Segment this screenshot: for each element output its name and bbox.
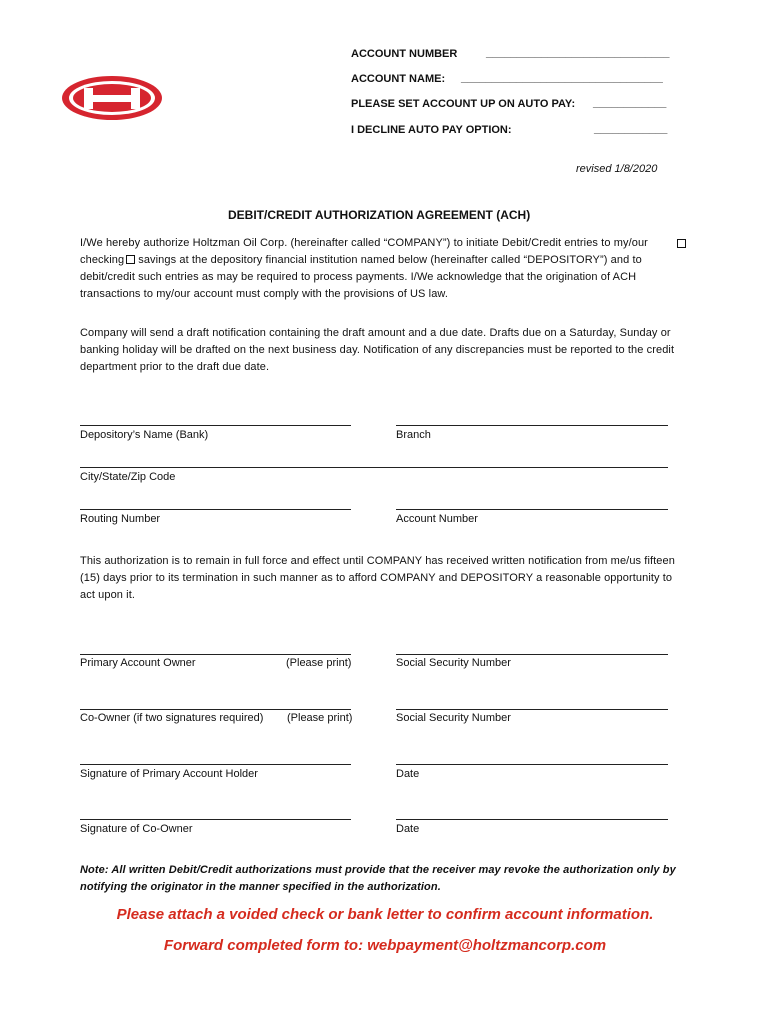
account-name-label: ACCOUNT NAME:: [351, 73, 446, 85]
city-line[interactable]: [80, 467, 668, 468]
account-name-field[interactable]: _________________________________: [461, 72, 663, 84]
note-line1: Note: All written Debit/Credit authorizations must provide that the receiver may revoke the authorization only by: [80, 864, 676, 876]
ssn-label-2: Social Security Number: [396, 712, 511, 724]
full-force-paragraph: [80, 553, 700, 604]
routing-label: Routing Number: [80, 513, 161, 525]
co-owner-label: Co-Owner (if two signatures required): [80, 712, 264, 724]
date-label: Date: [396, 768, 420, 780]
para1-line1: I/We hereby authorize Holtzman Oil Corp. (hereinafter called “COMPANY”) to initiate Debit/Credit entries to my/our: [80, 237, 648, 249]
please-print-label: (Please print): [286, 657, 352, 669]
para2-line3: department prior to the draft due date.: [80, 361, 270, 373]
primary-owner-label: Primary Account Owner: [80, 657, 196, 669]
account-number-line[interactable]: [396, 509, 668, 510]
depository-line[interactable]: [80, 425, 351, 426]
date-line-2[interactable]: [396, 819, 668, 820]
co-owner-line[interactable]: [80, 709, 351, 710]
para3-line3: act upon it.: [80, 589, 136, 601]
branch-label: Branch: [396, 429, 431, 441]
authorization-paragraph: [80, 235, 700, 303]
co-owner-signature-line[interactable]: [80, 819, 351, 820]
co-owner-signature-label: Signature of Co-Owner: [80, 823, 193, 835]
draft-notification-paragraph: [80, 325, 700, 376]
date-line[interactable]: [396, 764, 668, 765]
primary-signature-line[interactable]: [80, 764, 351, 765]
attach-voided-check-notice: Please attach a voided check or bank letter to confirm account information.: [116, 906, 654, 923]
account-number-label-bottom: Account Number: [396, 513, 478, 525]
date-label-2: Date: [396, 823, 420, 835]
routing-line[interactable]: [80, 509, 351, 510]
page-title: DEBIT/CREDIT AUTHORIZATION AGREEMENT (ACH): [228, 208, 531, 222]
company-logo: [60, 73, 164, 123]
para1-line4: transactions to my/our account must comply with the provisions of US law.: [80, 288, 449, 300]
branch-line[interactable]: [396, 425, 668, 426]
para3-line2: (15) days prior to its termination in such manner as to afford COMPANY and DEPOSITORY a reasonable opportunity to: [80, 572, 673, 584]
auto-pay-label: PLEASE SET ACCOUNT UP ON AUTO PAY:: [351, 98, 576, 110]
note-line2: notifying the originator in the manner specified in the authorization.: [80, 881, 441, 893]
para2-line1: Company will send a draft notification containing the draft amount and a due date. Drafts due on a Saturday, Sunday or: [80, 327, 671, 339]
account-number-label: ACCOUNT NUMBER: [351, 48, 458, 60]
ssn-label: Social Security Number: [396, 657, 511, 669]
revised-date: revised 1/8/2020: [576, 163, 658, 175]
para1-line2: checking savings at the depository financial institution named below (hereinafter called “DEPOSITORY”) and to: [80, 254, 642, 266]
para2-line2: banking holiday will be drafted on the next business day. Notification of any discrepancies must be reported to the credit: [80, 344, 675, 356]
savings-checkbox[interactable]: [126, 255, 135, 264]
account-number-field[interactable]: ______________________________: [486, 47, 670, 59]
decline-auto-pay-label: I DECLINE AUTO PAY OPTION:: [351, 124, 512, 136]
para1-line3: debit/credit such entries as may be required to process payments. I/We acknowledge that the origination of ACH: [80, 271, 637, 283]
primary-owner-line[interactable]: [80, 654, 351, 655]
ssn-line[interactable]: [396, 654, 668, 655]
decline-auto-pay-field[interactable]: ____________: [594, 123, 668, 135]
ssn-line-2[interactable]: [396, 709, 668, 710]
depository-label: Depository’s Name (Bank): [80, 429, 209, 441]
note-paragraph: [80, 862, 710, 896]
forward-email-notice: Forward completed form to: webpayment@holtzmancorp.com: [163, 937, 607, 954]
please-print-label-2: (Please print): [287, 712, 353, 724]
auto-pay-field[interactable]: ____________: [593, 97, 667, 109]
checking-checkbox[interactable]: [677, 239, 686, 248]
city-label: City/State/Zip Code: [80, 471, 176, 483]
para3-line1: This authorization is to remain in full force and effect until COMPANY has received written notification from me/us fifteen: [80, 555, 675, 567]
primary-signature-label: Signature of Primary Account Holder: [80, 768, 258, 780]
